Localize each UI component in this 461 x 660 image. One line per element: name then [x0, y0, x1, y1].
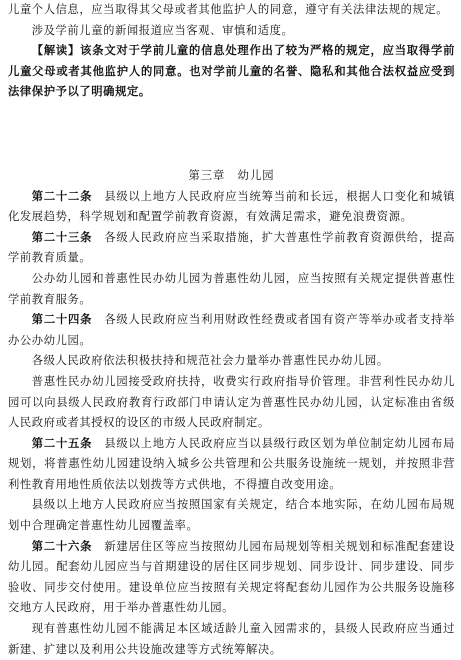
- article-text: 县级以上地方人民政府应当按照国家有关规定，结合本地实际，在幼儿园布局规划中合理确定普惠性幼儿园覆盖率。: [8, 498, 455, 533]
- article-text: 公办幼儿园和普惠性民办幼儿园为普惠性幼儿园，应当按照有关规定提供普惠性学前教育服务。: [8, 271, 455, 306]
- interpretation-label: 【解读】: [31, 44, 81, 58]
- article-paragraph: [8, 187, 455, 228]
- intro-paragraph-2: [8, 21, 455, 42]
- intro-text-1: 儿童个人信息，应当取得其父母或者其他监护人的同意，遵守有关法律法规的规定。: [8, 3, 449, 16]
- article-text: 普惠性民办幼儿园接受政府扶持，收费实行政府指导价管理。非营利性民办幼儿园可以向县级人民政府教育行政部门申请认定为普惠性民办幼儿园，认定标准由省级人民政府或者其授权的设区的市级人民政府制定。: [8, 374, 455, 430]
- article-paragraph: [8, 269, 455, 310]
- article-number: 第二十六条: [31, 539, 93, 553]
- intro-paragraph-1: [8, 0, 455, 21]
- article-text: 各级人民政府应当利用财政性经费或者国有资产等举办或者支持举办公办幼儿园。: [8, 313, 455, 347]
- article-paragraph: [8, 495, 455, 536]
- article-paragraph: [8, 351, 455, 372]
- article-number: 第二十三条: [31, 230, 93, 244]
- article-text: 县级以上地方人民政府应当以县级行政区划为单位制定幼儿园布局规划，将普惠性幼儿园建设纳入城乡公共管理和公共服务设施统一规划，并按照非营利性教育用地性质依法以划拨等方式供地，不得擅自改变用途。: [8, 436, 455, 491]
- article-text: 县级以上地方人民政府应当统筹当前和长远，根据人口变化和城镇化发展趋势，科学规划和配置学前教育资源，有效满足需求，避免浪费资源。: [8, 189, 455, 224]
- chapter-title: 第三章 幼儿园: [188, 168, 275, 182]
- section-spacer: [8, 103, 455, 166]
- article-text: 各级人民政府依法积极扶持和规范社会力量举办普惠性民办幼儿园。: [31, 354, 389, 368]
- intro-text-2: 涉及学前儿童的新闻报道应当客观、审慎和适度。: [31, 23, 294, 37]
- interpretation-text: 该条文对于学前儿童的信息处理作出了较为严格的规定，应当取得学前儿童父母或者其他监护人的同意。也对学前儿童的名誉、隐私和其他合法权益应受到法律保护予以了明确规定。: [8, 44, 455, 99]
- article-number: 第二十四条: [31, 313, 93, 327]
- interpretation-paragraph: [8, 41, 455, 103]
- article-text: 各级人民政府应当采取措施，扩大普惠性学前教育资源供给，提高学前教育质量。: [8, 230, 455, 265]
- article-paragraph: [8, 228, 455, 269]
- article-paragraph: [8, 434, 455, 496]
- article-text: 现有普惠性幼儿园不能满足本区域适龄儿童入园需求的，县级人民政府应当通过新建、扩建以及利用公共设施改建等方式统筹解决。: [8, 622, 455, 656]
- article-number: 第二十二条: [31, 189, 93, 203]
- article-number: 第二十五条: [31, 436, 93, 450]
- article-paragraph: [8, 537, 455, 619]
- article-paragraph: [8, 310, 455, 351]
- article-paragraph: [8, 372, 455, 434]
- article-paragraph: [8, 619, 455, 660]
- article-text: 新建居住区等应当按照幼儿园布局规划等相关规划和标准配套建设幼儿园。配套幼儿园应当与首期建设的居住区同步规划、同步设计、同步建设、同步验收、同步交付使用。建设单位应当按照有关规定将配套幼儿园作为公共服务设施移交地方人民政府，用于举办普惠性幼儿园。: [8, 539, 455, 615]
